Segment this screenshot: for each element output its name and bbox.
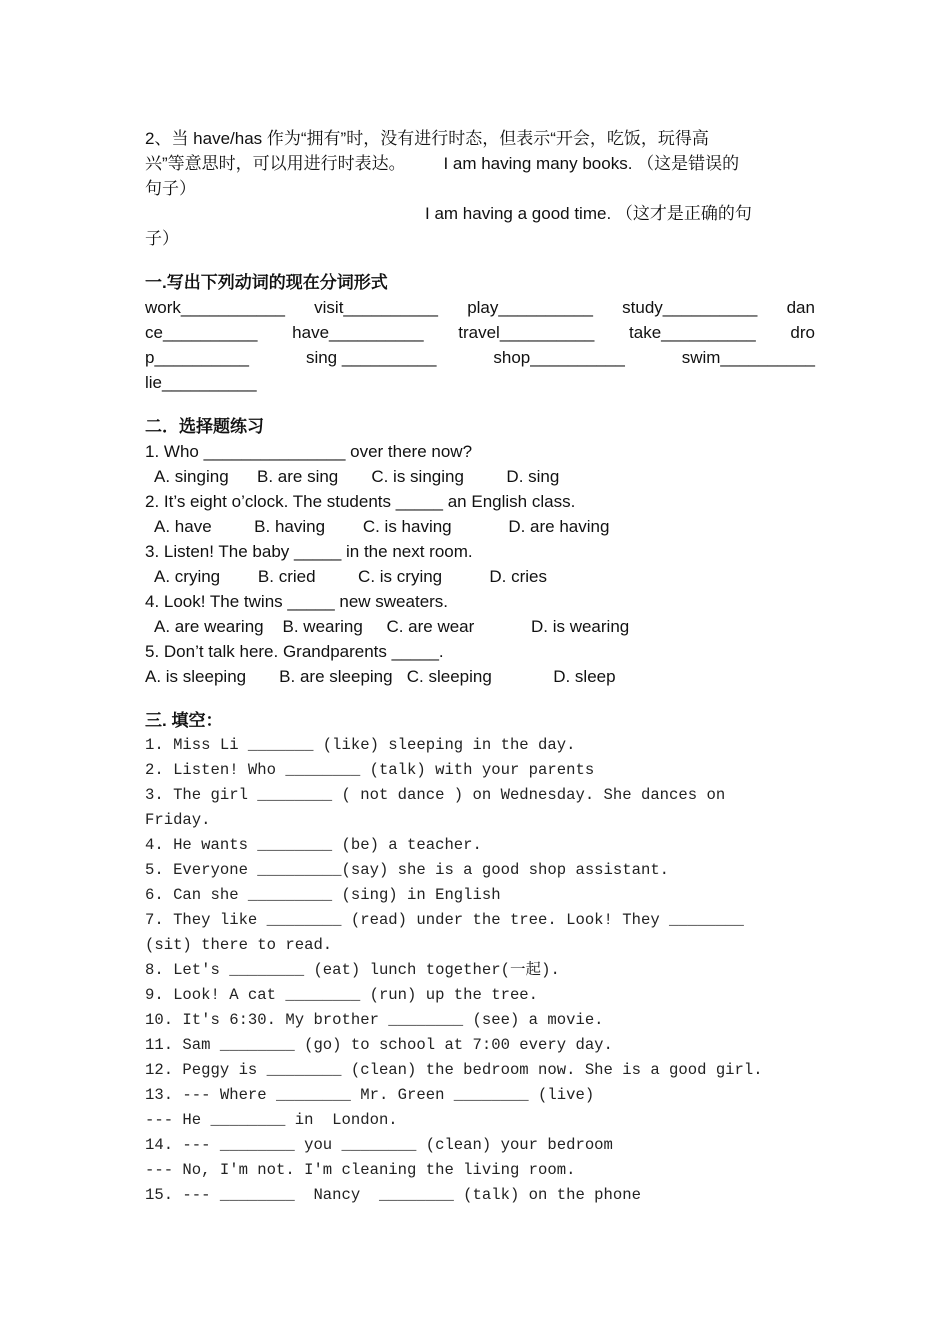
question-2: 2. It’s eight o’clock. The students _____ an English class.	[145, 492, 576, 511]
verb-item: p__________	[145, 348, 250, 367]
question-1: 1. Who _______________ over there now?	[145, 442, 473, 461]
note-line-2: 兴”等意思时，可以用进行时表达。 I am having many books. （这是错误的	[145, 154, 740, 173]
verb-item: visit__________	[314, 298, 438, 317]
fill-line: (sit) there to read.	[145, 936, 333, 954]
fill-line: 12. Peggy is ________ (clean) the bedroom now. She is a good girl.	[145, 1061, 763, 1079]
verb-row	[145, 295, 815, 320]
fill-line: 6. Can she _________ (sing) in English	[145, 886, 501, 904]
note-line-3: 句子）	[145, 179, 196, 198]
verb-item: work___________	[145, 298, 285, 317]
worksheet-content	[145, 126, 815, 1208]
fill-line: --- No, I'm not. I'm cleaning the living room.	[145, 1161, 576, 1179]
fill-line: 10. It's 6:30. My brother ________ (see) a movie.	[145, 1011, 604, 1029]
fill-line: --- He ________ in London.	[145, 1111, 398, 1129]
options-1: A. singing B. are sing C. is singing D. sing	[154, 467, 560, 486]
options-3: A. crying B. cried C. is crying D. cries	[154, 567, 547, 586]
note-line-4: I am having a good time. （这才是正确的句	[425, 204, 752, 223]
options-4: A. are wearing B. wearing C. are wear D. is wearing	[154, 617, 630, 636]
section-2-title: 二．选择题练习	[145, 417, 264, 436]
spacer	[145, 251, 815, 270]
question-3: 3. Listen! The baby _____ in the next room.	[145, 542, 473, 561]
options-5: A. is sleeping B. are sleeping C. sleeping D. sleep	[145, 667, 616, 686]
verb-item: lie__________	[145, 373, 257, 392]
verb-item: swim__________	[681, 348, 815, 367]
fill-line: 2. Listen! Who ________ (talk) with your parents	[145, 761, 595, 779]
verb-item: ce__________	[145, 323, 258, 342]
verb-row	[145, 345, 815, 370]
verb-item: have__________	[292, 323, 424, 342]
fill-line: 9. Look! A cat ________ (run) up the tree.	[145, 986, 539, 1004]
verb-item: take__________	[629, 323, 756, 342]
verb-item: travel__________	[458, 323, 595, 342]
fill-line: 11. Sam ________ (go) to school at 7:00 every day.	[145, 1036, 613, 1054]
verb-row	[145, 320, 815, 345]
question-5: 5. Don’t talk here. Grandparents _____.	[145, 642, 444, 661]
fill-line: 8. Let's ________ (eat) lunch together(一起).	[145, 961, 560, 979]
fill-line: 13. --- Where ________ Mr. Green ________ (live)	[145, 1086, 595, 1104]
fill-line: 15. --- ________ Nancy ________ (talk) on the phone	[145, 1186, 641, 1204]
spacer	[145, 689, 815, 708]
fill-line: 1. Miss Li _______ (like) sleeping in the day.	[145, 736, 576, 754]
verb-item: study__________	[622, 298, 758, 317]
section-1-title: 一.写出下列动词的现在分词形式	[145, 273, 388, 292]
verb-item: dan	[786, 298, 815, 317]
verb-item: sing __________	[305, 348, 437, 367]
verb-item: play__________	[467, 298, 593, 317]
fill-line: 7. They like ________ (read) under the tree. Look! They ________	[145, 911, 744, 929]
fill-line: 5. Everyone _________(say) she is a good shop assistant.	[145, 861, 670, 879]
question-4: 4. Look! The twins _____ new sweaters.	[145, 592, 449, 611]
note-line-5: 子）	[145, 229, 179, 248]
verb-item: shop__________	[493, 348, 625, 367]
fill-line: Friday.	[145, 811, 211, 829]
fill-line: 14. --- ________ you ________ (clean) your bedroom	[145, 1136, 613, 1154]
fill-line: 3. The girl ________ ( not dance ) on Wednesday. She dances on	[145, 786, 726, 804]
spacer	[145, 395, 815, 414]
verb-item: dro	[790, 323, 815, 342]
section-3-title: 三. 填空：	[145, 711, 223, 730]
note-line-1: 2、当 have/has 作为“拥有”时，没有进行时态，但表示“开会，吃饭，玩得高	[145, 129, 709, 148]
options-2: A. have B. having C. is having D. are having	[154, 517, 610, 536]
fill-line: 4. He wants ________ (be) a teacher.	[145, 836, 482, 854]
